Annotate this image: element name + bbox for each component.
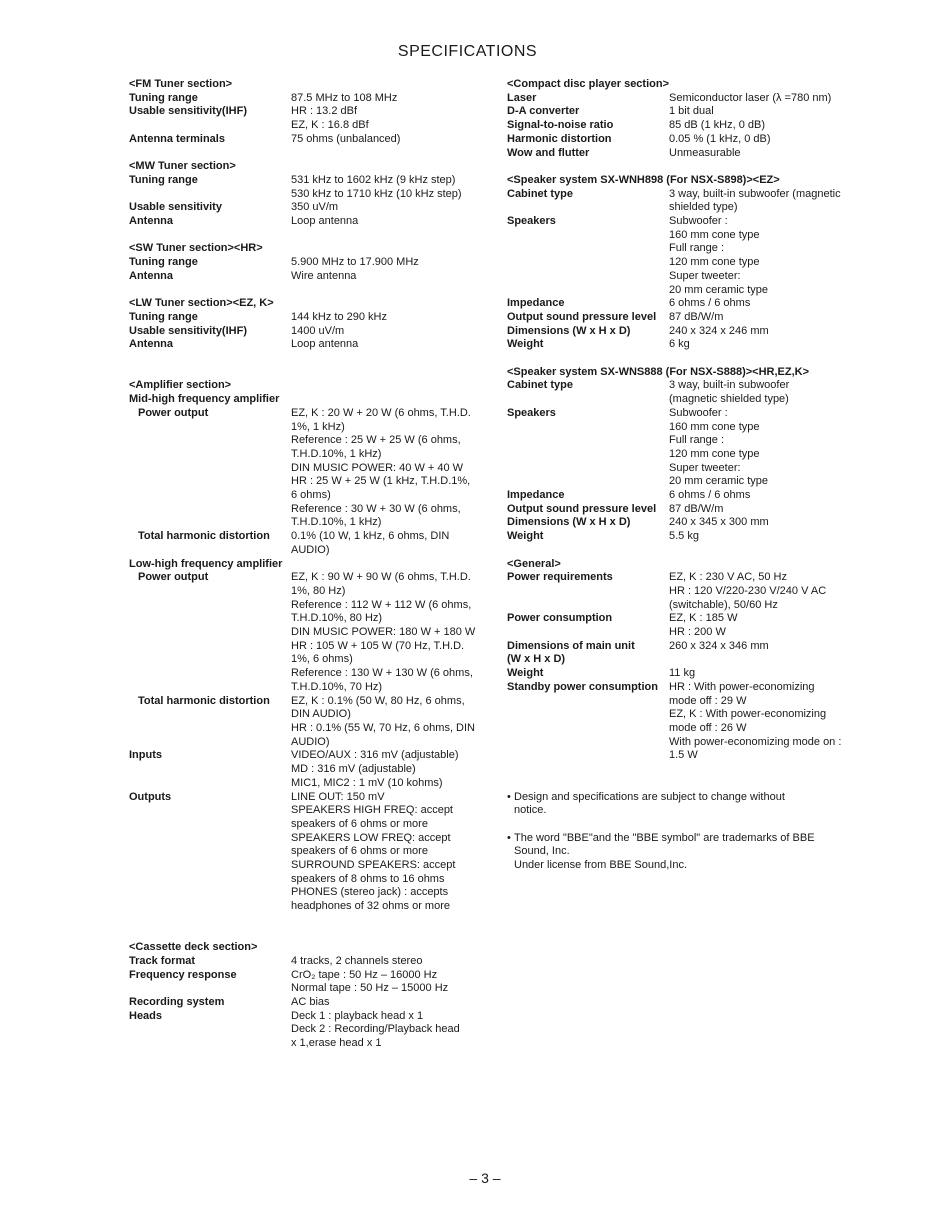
spec-value: 1 bit dual	[669, 105, 714, 118]
spec-row	[507, 503, 857, 517]
general-section	[507, 558, 857, 764]
spec-label: Standby power consumption	[507, 680, 658, 693]
spec-value: EZ, K : 0.1% (50 W, 80 Hz, 6 ohms, DIN AUDIO) HR : 0.1% (55 W, 70 Hz, 6 ohms, DIN AUDIO)	[291, 694, 476, 748]
spec-row	[129, 571, 499, 694]
spec-row	[507, 407, 857, 489]
spec-label: Usable sensitivity	[129, 201, 222, 214]
spec-label: Usable sensitivity(IHF)	[129, 105, 247, 118]
spec-value: CrO₂ tape : 50 Hz – 16000 Hz Normal tape : 50 Hz – 15000 Hz	[291, 968, 449, 995]
spec-row	[507, 612, 857, 639]
spec-label: Inputs	[129, 749, 162, 762]
spec-label: Total harmonic distortion	[138, 694, 270, 707]
spec-label: Antenna	[129, 269, 173, 282]
spec-row	[129, 749, 499, 790]
section-heading: <Speaker system SX-WNH898 (For NSX-S898)><EZ>	[507, 173, 780, 186]
spec-label: Weight	[507, 338, 544, 351]
spec-label: Speakers	[507, 406, 556, 419]
spec-row	[129, 256, 499, 270]
spec-value: Subwoofer : 160 mm cone type Full range : 120 mm cone type Super tweeter: 20 mm ceramic type	[669, 406, 769, 488]
spec-label: Power requirements	[507, 571, 613, 584]
spec-row	[507, 311, 857, 325]
spec-row	[507, 215, 857, 297]
spec-value: Subwoofer : 160 mm cone type Full range : 120 mm cone type Super tweeter: 20 mm ceramic type	[669, 215, 769, 296]
spec-row	[129, 105, 499, 132]
section-heading: <LW Tuner section><EZ, K>	[129, 297, 274, 310]
spec-label: Usable sensitivity(IHF)	[129, 324, 247, 337]
spec-row	[507, 325, 857, 339]
spec-value: 3 way, built-in subwoofer (magnetic shielded type)	[669, 187, 841, 214]
spec-row	[129, 407, 499, 530]
spec-label: D-A converter	[507, 105, 580, 118]
spec-value: EZ, K : 90 W + 90 W (6 ohms, T.H.D. 1%, 80 Hz) Reference : 112 W + 112 W (6 ohms, T.H.D.10%, 80 Hz) DIN MUSIC POWER: 180 W + 180 W HR : 105 W + 105 W (70 Hz, T.H.D. 1%, 6 ohms) Reference : 130 W + 130 W (6 ohms, T.H.D.10%, 70 Hz)	[291, 571, 476, 693]
spec-label: Power output	[138, 571, 209, 584]
spec-value: Unmeasurable	[669, 146, 741, 159]
page-title: SPECIFICATIONS	[397, 43, 538, 60]
section-heading: <General>	[507, 557, 561, 570]
spec-label: Power output	[138, 406, 209, 419]
spec-row	[129, 969, 499, 996]
spec-value: Loop antenna	[291, 215, 359, 228]
spec-label: Antenna	[129, 338, 173, 351]
spec-row	[129, 174, 499, 201]
spec-label: Outputs	[129, 790, 172, 803]
spec-row	[507, 133, 857, 147]
cd-player-section	[507, 78, 857, 160]
lw-tuner-section	[129, 297, 499, 352]
sw-tuner-section	[129, 242, 499, 283]
spec-value: 0.1% (10 W, 1 kHz, 6 ohms, DIN AUDIO)	[291, 530, 450, 556]
fm-tuner-section	[129, 78, 499, 147]
spec-row	[507, 379, 857, 406]
left-column	[129, 78, 499, 1051]
spec-value: 0.05 % (1 kHz, 0 dB)	[669, 132, 771, 145]
spec-row	[129, 92, 499, 106]
spec-value: 6 kg	[669, 338, 690, 351]
spec-label: Impedance	[507, 489, 565, 502]
section-heading: <Compact disc player section>	[507, 78, 670, 90]
spec-row	[507, 147, 857, 161]
spec-label: Track format	[129, 954, 196, 967]
right-column	[507, 78, 857, 886]
spec-row	[507, 119, 857, 133]
spec-value: 5.5 kg	[669, 530, 699, 543]
spec-label: Frequency response	[129, 968, 237, 981]
spec-label: Tuning range	[129, 256, 198, 269]
spec-row	[129, 201, 499, 215]
spec-label: Power consumption	[507, 612, 613, 625]
spec-value: HR : With power-economizing mode off : 29 W EZ, K : With power-economizing mode off : 26 W With power-economizing mode on : 1.5 W	[669, 680, 842, 762]
spec-label: Weight	[507, 667, 544, 680]
spec-row	[507, 516, 857, 530]
spec-row	[129, 133, 499, 147]
bullet-icon: •	[507, 831, 511, 844]
spec-label: Tuning range	[129, 91, 198, 104]
spec-value: 85 dB (1 kHz, 0 dB)	[669, 119, 765, 132]
spec-value: HR : 13.2 dBf EZ, K : 16.8 dBf	[291, 105, 369, 132]
spec-label: Heads	[129, 1009, 163, 1022]
spec-label: Antenna	[129, 215, 173, 228]
spec-row	[507, 530, 857, 544]
spec-label: Weight	[507, 530, 544, 543]
bullet-icon: •	[507, 790, 511, 803]
spec-row	[507, 489, 857, 503]
spec-label: Antenna terminals	[129, 132, 225, 145]
section-heading: <FM Tuner section>	[129, 78, 233, 90]
spec-row	[507, 92, 857, 106]
amplifier-section	[129, 379, 499, 913]
spec-label: Harmonic distortion	[507, 132, 612, 145]
spec-label: Recording system	[129, 996, 225, 1009]
section-heading: <SW Tuner section><HR>	[129, 242, 263, 255]
section-heading: <Speaker system SX-WNS888 (For NSX-S888)><HR,EZ,K>	[507, 365, 810, 378]
spec-value: 240 x 345 x 300 mm	[669, 516, 769, 529]
spec-row	[507, 188, 857, 215]
spec-row	[129, 311, 499, 325]
section-heading: <Amplifier section>	[129, 379, 232, 392]
spec-row	[507, 571, 857, 612]
sub-heading: Mid-high frequency amplifier	[129, 393, 280, 406]
spec-row	[129, 1010, 499, 1051]
spec-row	[507, 681, 857, 763]
spec-label: Output sound pressure level	[507, 310, 657, 323]
spec-value: 6 ohms / 6 ohms	[669, 489, 751, 502]
spec-value: AC bias	[291, 996, 330, 1009]
spec-value: EZ, K : 185 W HR : 200 W	[669, 612, 738, 639]
spec-value: 5.900 MHz to 17.900 MHz	[291, 256, 419, 269]
spec-row	[129, 338, 499, 352]
spec-value: 75 ohms (unbalanced)	[291, 132, 401, 145]
spec-label: Cabinet type	[507, 379, 574, 392]
spec-value: 87.5 MHz to 108 MHz	[291, 91, 398, 104]
spec-label: Cabinet type	[507, 187, 574, 200]
spec-value: 3 way, built-in subwoofer (magnetic shielded type)	[669, 379, 790, 406]
spec-label: Signal-to-noise ratio	[507, 119, 614, 132]
spec-value: 4 tracks, 2 channels stereo	[291, 954, 423, 967]
spec-label: Dimensions of main unit (W x H x D)	[507, 639, 635, 666]
spec-row	[129, 270, 499, 284]
section-heading: <MW Tuner section>	[129, 160, 236, 173]
spec-row	[129, 955, 499, 969]
spec-row	[129, 215, 499, 229]
mw-tuner-section	[129, 160, 499, 229]
spec-row	[129, 325, 499, 339]
spec-label: Output sound pressure level	[507, 502, 657, 515]
spec-row	[507, 338, 857, 352]
spec-label: Dimensions (W x H x D)	[507, 516, 631, 529]
spec-value: 6 ohms / 6 ohms	[669, 297, 751, 310]
spec-value: LINE OUT: 150 mV SPEAKERS HIGH FREQ: accept speakers of 6 ohms or more SPEAKERS LOW FREQ: accept speakers of 6 ohms or more SURROUND SPEAKERS: accept speakers of 8 ohms to 16 ohms PHONES (stereo jack) : accepts headphones of 32 ohms or more	[291, 790, 456, 913]
spec-label: Laser	[507, 91, 537, 104]
spec-value: 240 x 324 x 246 mm	[669, 324, 769, 337]
note-design-change	[507, 791, 857, 818]
spec-value: 87 dB/W/m	[669, 310, 724, 323]
spec-value: VIDEO/AUX : 316 mV (adjustable) MD : 316 mV (adjustable) MIC1, MIC2 : 1 mV (10 kohms)	[291, 749, 459, 789]
spec-label: Dimensions (W x H x D)	[507, 324, 631, 337]
spec-value: Wire antenna	[291, 269, 357, 282]
cassette-deck-section	[129, 941, 499, 1051]
spec-row	[129, 695, 499, 750]
spec-value: Semiconductor laser (λ =780 nm)	[669, 91, 832, 104]
spec-row	[129, 791, 499, 914]
note-text: The word "BBE"and the "BBE symbol" are trademarks of BBE Sound, Inc. Under license from BBE Sound,Inc.	[514, 831, 815, 871]
spec-label: Speakers	[507, 215, 556, 228]
spec-value: Loop antenna	[291, 338, 359, 351]
spec-value: 11 kg	[669, 667, 696, 680]
section-heading: <Cassette deck section>	[129, 941, 258, 954]
speaker-wnh898-section	[507, 174, 857, 352]
spec-label: Wow and flutter	[507, 146, 590, 159]
spec-value: 531 kHz to 1602 kHz (9 kHz step) 530 kHz to 1710 kHz (10 kHz step)	[291, 173, 462, 200]
spec-row	[129, 996, 499, 1010]
spec-value: 350 uV/m	[291, 201, 339, 214]
spec-value: EZ, K : 230 V AC, 50 Hz HR : 120 V/220-230 V/240 V AC (switchable), 50/60 Hz	[669, 571, 827, 611]
note-text: Design and specifications are subject to change without notice.	[514, 790, 785, 817]
sub-heading: Low-high frequency amplifier	[129, 557, 283, 570]
spec-label: Tuning range	[129, 173, 198, 186]
note-bbe-trademark	[507, 832, 857, 873]
spec-row	[507, 297, 857, 311]
spec-row	[129, 530, 499, 557]
spec-row	[507, 105, 857, 119]
spec-value: EZ, K : 20 W + 20 W (6 ohms, T.H.D. 1%, 1 kHz) Reference : 25 W + 25 W (6 ohms, T.H.D.10%, 1 kHz) DIN MUSIC POWER: 40 W + 40 W HR : 25 W + 25 W (1 kHz, T.H.D.1%, 6 ohms) Reference : 30 W + 30 W (6 ohms, T.H.D.10%, 1 kHz)	[291, 406, 471, 529]
spec-row	[507, 640, 857, 667]
spec-value: 1400 uV/m	[291, 324, 345, 337]
speaker-wns888-section	[507, 366, 857, 544]
spec-label: Impedance	[507, 297, 565, 310]
spec-value: 260 x 324 x 346 mm	[669, 639, 769, 652]
spec-value: 144 kHz to 290 kHz	[291, 310, 387, 323]
spec-value: Deck 1 : playback head x 1 Deck 2 : Recording/Playback head x 1,erase head x 1	[291, 1009, 460, 1050]
spec-label: Total harmonic distortion	[138, 530, 270, 543]
spec-value: 87 dB/W/m	[669, 502, 724, 515]
page-number: – 3 –	[469, 1170, 501, 1186]
spec-label: Tuning range	[129, 310, 198, 323]
spec-row	[507, 667, 857, 681]
